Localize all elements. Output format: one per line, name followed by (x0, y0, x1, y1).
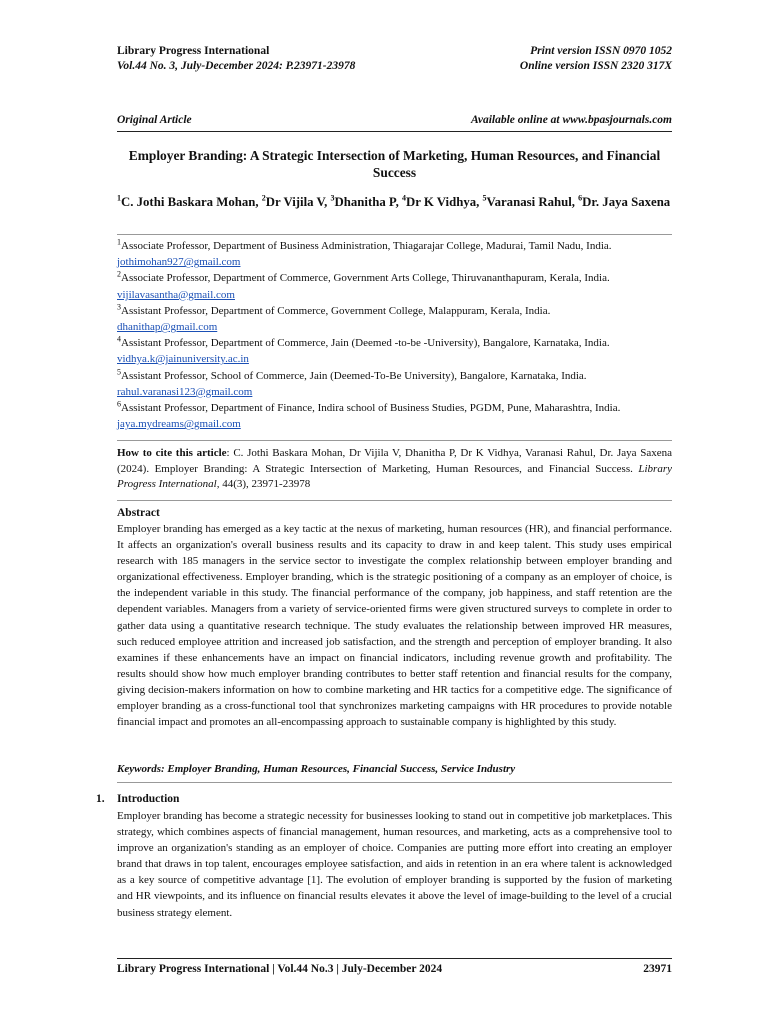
affiliation-item: $^1$Associate Professor, Department of Business Administration, Thiagarajar College, Madurai, Tamil Nadu, India. jothimohan927@gmail.com (117, 237, 612, 269)
abstract-text: Employer branding has emerged as a key tactic at the nexus of marketing, human resources (HR), and financial performance. It affects an organization's overall business results and its capacity to draw in and keep talent. This study uses empirical research with 185 managers in the service sector to investigate the complex relationship between employer branding and organizational effectiveness. Employer branding, which is the strategic positioning of a company as an employer of choice, is the independent variable in this study. The financial performance of the company, job happiness, and staff retention are the dependent variables. Managers from a variety of service-oriented firms were given structured surveys to complete in order to gather data using a quantitative research technique. The study evaluates the relationship between improved HR measures, such reduced employee attrition and increased job satisfaction, and the strength and perception of employer branding. It also examines if these enhancements have an impact on financial indicators, including revenue growth and profitability. The results should show how much employer branding contributes to better staff retention and financial results for the company, giving decision-makers information on how to combine marketing and HR tactics for a competitive edge. The significance of employer branding as a cross-functional tool that synchronizes marketing campaigns with HR procedures to provide notable financial impact and promotes an all-encompassing approach to sustainable company is highlighted by this study. (117, 523, 672, 729)
email-link[interactable]: rahul.varanasi123@gmail.com (117, 385, 253, 398)
section-heading: Introduction (117, 793, 180, 805)
affiliation-item: $^5$Assistant Professor, School of Commerce, Jain (Deemed-To-Be University), Bangalore, Karnataka, India. rahul.varanasi123@gmail.com (117, 366, 587, 398)
affiliation-item: $^4$Assistant Professor, Department of Commerce, Jain (Deemed -to-be -University), Bangalore, Karnataka, India. vidhya.k@jainuniversity.ac.in (117, 334, 610, 366)
author: $^6$Dr. Jaya Saxena (578, 193, 671, 209)
affiliation-rule-bottom (117, 440, 672, 441)
author-list (117, 194, 672, 211)
volume-info: Vol.44 No. 3, July-December 2024: P.23971-23978 (117, 60, 356, 72)
affiliation-rule-top (117, 234, 672, 235)
citation-text: : C. Jothi Baskara Mohan, Dr Vijila V, Dhanitha P, Dr K Vidhya, Varanasi Rahul, Dr. Jaya Saxena (2024). Employer Branding: A Strategic Intersection of Marketing, Human Resources, and Financial Success. (117, 447, 672, 475)
print-issn: Print version ISSN 0970 1052 (530, 45, 672, 57)
affiliation-item: $^3$Assistant Professor, Department of Commerce, Government College, Malappuram, Kerala, India. dhanithap@gmail.com (117, 302, 551, 334)
keywords: Keywords: Employer Branding, Human Resources, Financial Success, Service Industry (117, 763, 516, 775)
email-link[interactable]: vidhya.k@jainuniversity.ac.in (117, 353, 249, 366)
page-number: 23971 (643, 963, 672, 975)
section-number: 1. (96, 793, 105, 805)
email-link[interactable]: dhanithap@gmail.com (117, 321, 218, 334)
online-issn: Online version ISSN 2320 317X (519, 60, 672, 72)
abstract-rule (117, 782, 672, 783)
article-title: Employer Branding: A Strategic Intersection of Marketing, Human Resources, and Financial Success (128, 148, 661, 180)
footer-rule (117, 958, 672, 959)
citation-rest: 44(3), 23971-23978 (219, 478, 311, 490)
introduction-text: Employer branding has become a strategic necessity for businesses looking to stand out in competitive job marketplaces. This strategy, which combines aspects of financial management, human resources, and marketing, acts as a comprehensive tool to improve an organization's standing as an employer of choice. Companies are putting more effort into creating an employer brand that draws in top talent, encourages employee satisfaction, and aids in retention in an era where talent is acknowledged as a key source of competitive advantage [1]. The evolution of employer branding is supported by the fusion of marketing and HR viewpoints, and its influence on financial results elevates it above the level of image-building to the level of a crucial business strategy element. (117, 810, 672, 919)
author: $^1$C. Jothi Baskara Mohan, (117, 193, 262, 209)
journal-name: Library Progress International (117, 45, 270, 57)
email-link[interactable]: jaya.mydreams@gmail.com (117, 418, 241, 431)
header-rule (117, 131, 672, 132)
author: $^3$Dhanitha P, (330, 193, 402, 209)
author: $^4$Dr K Vidhya, (401, 193, 483, 209)
available-online[interactable]: Available online at www.bpasjournals.com (471, 114, 672, 126)
citation-label: How to cite this article (117, 447, 227, 459)
author: $^2$Dr Vijila V, (261, 193, 331, 209)
affiliation-list (117, 238, 672, 432)
footer-text: Library Progress International | Vol.44 No.3 | July-December 2024 (117, 963, 443, 975)
citation-rule (117, 500, 672, 501)
email-link[interactable]: vijilavasantha@gmail.com (117, 288, 235, 301)
affiliation-item: $^6$Assistant Professor, Department of Finance, Indira school of Business Studies, PGDM, Pune, Maharashtra, India. jaya.mydreams@gmail.com (117, 399, 621, 431)
abstract-heading: Abstract (117, 507, 160, 519)
page-footer (117, 963, 672, 975)
author: $^5$Varanasi Rahul, (482, 193, 579, 209)
affiliation-item: $^2$Associate Professor, Department of Commerce, Government Arts College, Thiruvananthapuram, Kerala, India. vijilavasantha@gmail.com (117, 269, 610, 301)
citation-journal: Library Progress International, (117, 462, 672, 490)
email-link[interactable]: jothimohan927@gmail.com (117, 256, 241, 269)
citation-block (117, 446, 672, 493)
article-type: Original Article (117, 114, 192, 126)
